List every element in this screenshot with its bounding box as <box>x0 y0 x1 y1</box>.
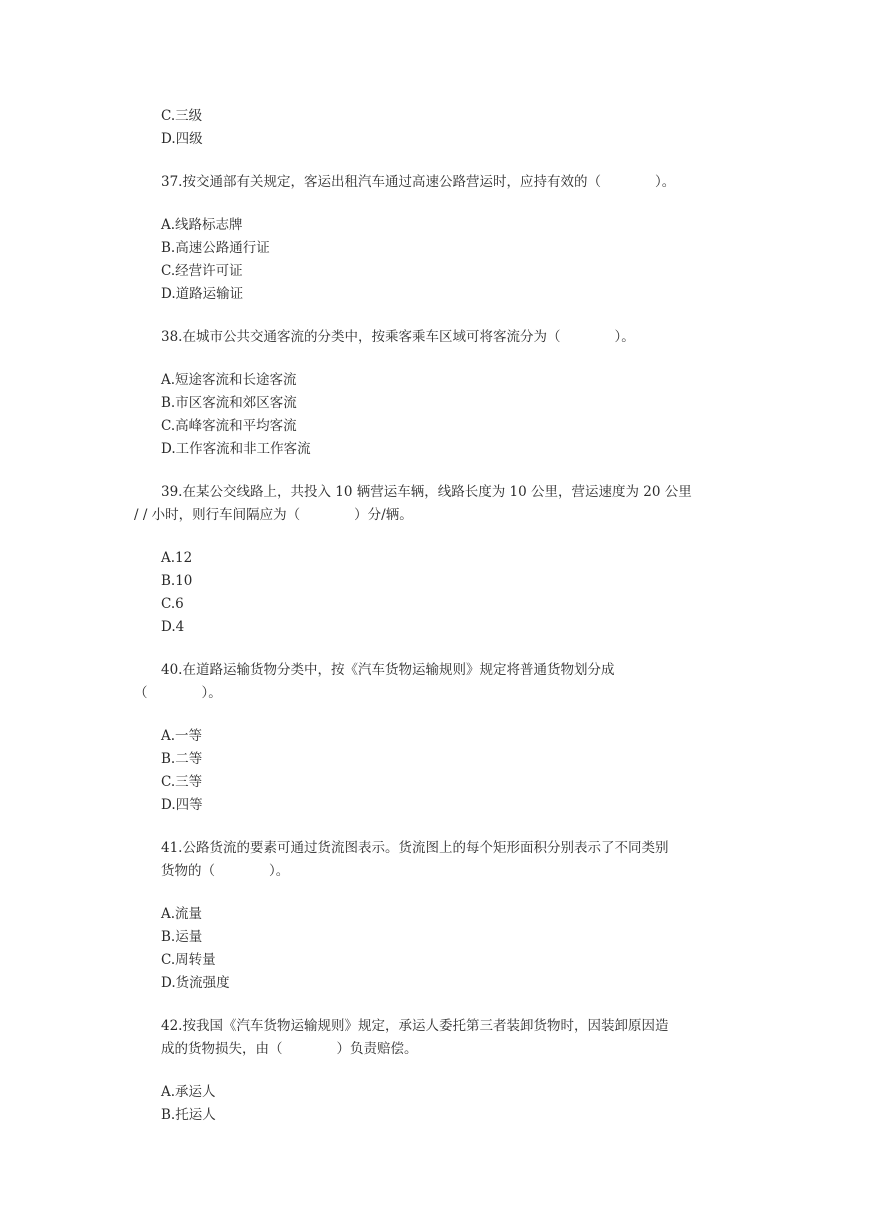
question-40: 40.在道路运输货物分类中，按《汽车货物运输规则》规定将普通货物划分成 <box>161 662 615 678</box>
option-41c: C.周转量 <box>161 952 216 968</box>
option-36c: C.三级 <box>161 108 203 124</box>
option-41a: A.流量 <box>161 906 203 922</box>
option-40d: D.四等 <box>161 797 203 813</box>
option-38b: B.市区客流和郊区客流 <box>161 395 297 411</box>
option-39b: B.10 <box>161 573 193 589</box>
option-38a: A.短途客流和长途客流 <box>161 372 297 388</box>
option-39d: D.4 <box>161 619 185 635</box>
option-41b: B.运量 <box>161 929 203 945</box>
option-42a: A.承运人 <box>161 1084 216 1100</box>
question-38: 38.在城市公共交通客流的分类中，按乘客乘车区域可将客流分为（ ）。 <box>161 329 635 345</box>
option-36d: D.四级 <box>161 131 203 147</box>
question-40-continued: （ ）。 <box>134 685 222 701</box>
question-39: 39.在某公交线路上，共投入 10 辆营运车辆，线路长度为 10 公里，营运速度为 20 公里 <box>161 484 692 500</box>
question-39-continued: / / 小时，则行车间隔应为（ ）分/辆。 <box>134 507 413 523</box>
option-37a: A.线路标志牌 <box>161 217 243 233</box>
question-42-continued: 成的货物损失，由（ ）负责赔偿。 <box>161 1041 418 1057</box>
option-42b: B.托运人 <box>161 1107 216 1123</box>
option-37d: D.道路运输证 <box>161 286 244 302</box>
option-37b: B.高速公路通行证 <box>161 240 270 256</box>
question-42: 42.按我国《汽车货物运输规则》规定，承运人委托第三者装卸货物时，因装卸原因造 <box>161 1018 669 1034</box>
option-38d: D.工作客流和非工作客流 <box>161 441 311 457</box>
question-41-continued: 货物的（ ）。 <box>161 863 290 879</box>
option-40a: A.一等 <box>161 728 203 744</box>
option-39a: A.12 <box>161 550 193 566</box>
option-38c: C.高峰客流和平均客流 <box>161 418 297 434</box>
option-41d: D.货流强度 <box>161 975 230 991</box>
option-40c: C.三等 <box>161 774 203 790</box>
option-39c: C.6 <box>161 596 184 612</box>
option-40b: B.二等 <box>161 751 203 767</box>
option-37c: C.经营许可证 <box>161 263 243 279</box>
question-37: 37.按交通部有关规定，客运出租汽车通过高速公路营运时，应持有效的（ ）。 <box>161 174 676 190</box>
question-41: 41.公路货流的要素可通过货流图表示。货流图上的每个矩形面积分别表示了不同类别 <box>161 840 669 856</box>
